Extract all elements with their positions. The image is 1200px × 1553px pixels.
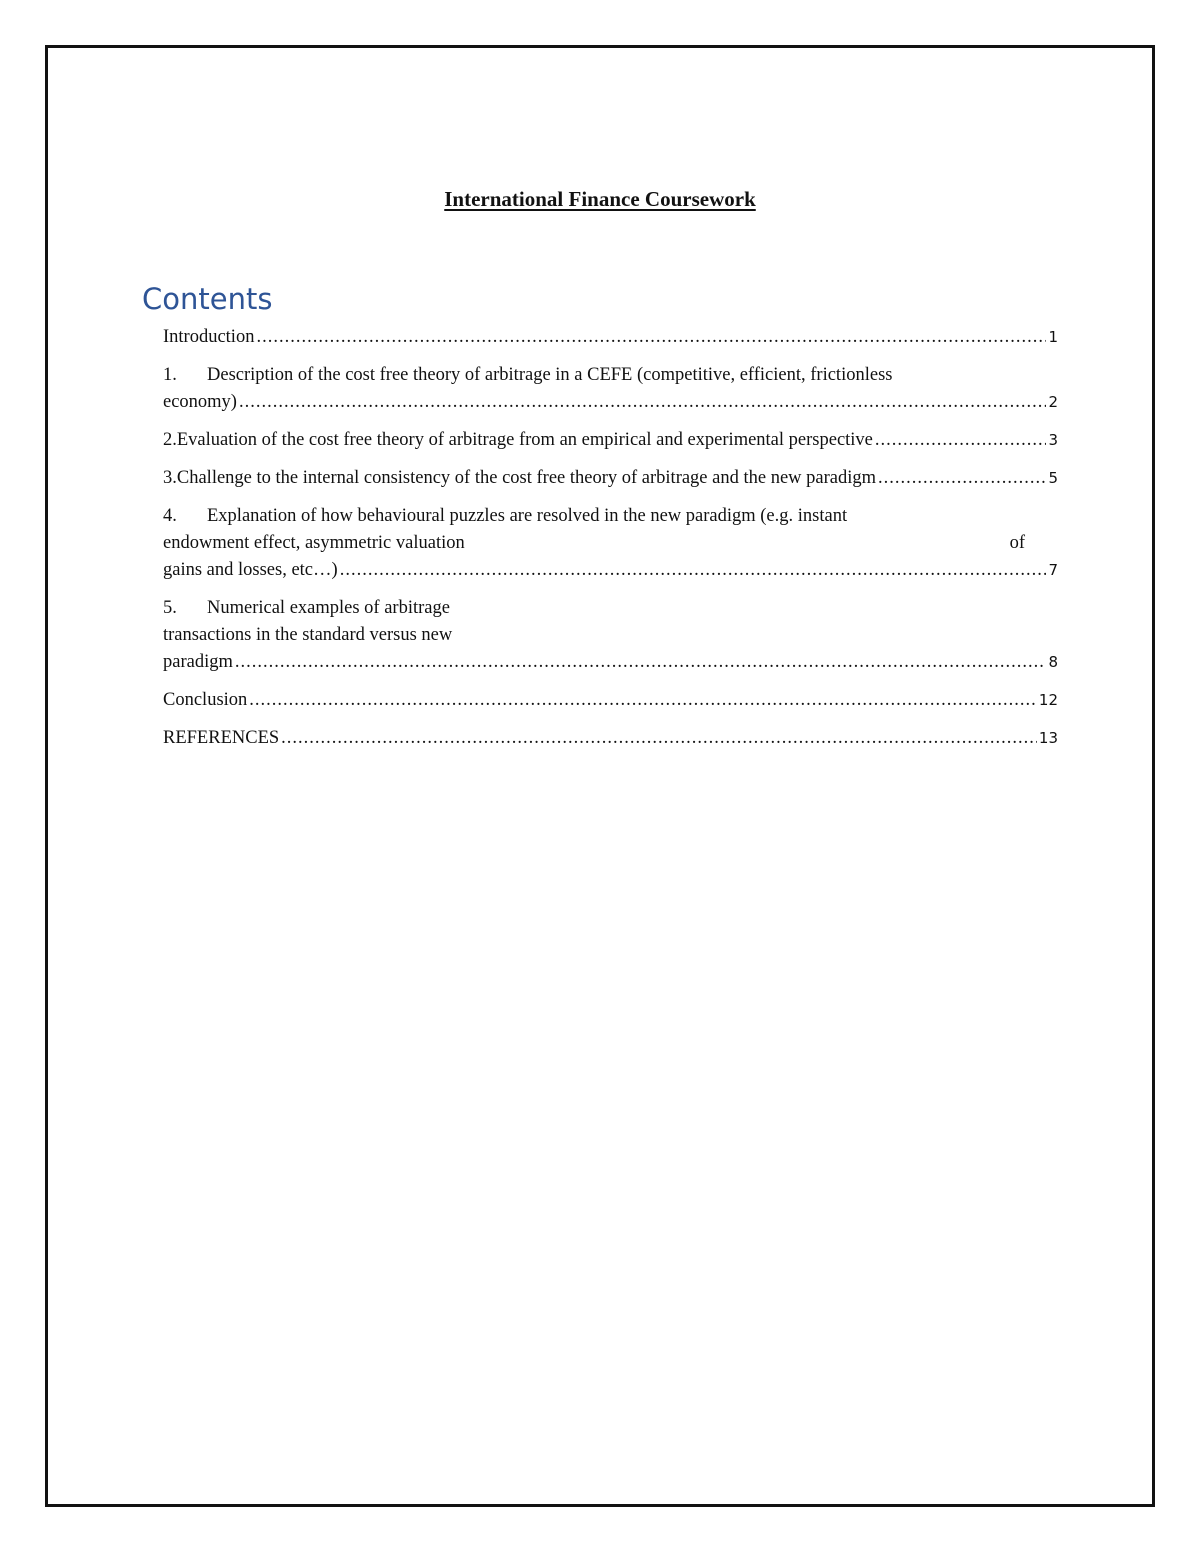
contents-heading: Contents <box>142 282 273 316</box>
document-title: International Finance Coursework <box>444 187 756 211</box>
toc-page-number: 7 <box>1048 561 1058 579</box>
toc-entry-references[interactable] <box>163 725 1058 752</box>
toc-label-continued: of <box>1009 533 1025 553</box>
toc-label: Evaluation of the cost free theory of arbitrage from an empirical and experimental perspective <box>176 430 873 450</box>
toc-page-number: 5 <box>1048 469 1058 487</box>
toc-entry-conclusion[interactable] <box>163 687 1058 714</box>
toc-label: Numerical examples of arbitrage <box>207 598 450 618</box>
toc-label-continued: endowment effect, asymmetric valuation <box>163 533 465 553</box>
toc-label: Description of the cost free theory of arbitrage in a CEFE (competitive, efficient, frictionless <box>207 365 893 385</box>
toc-label: Explanation of how behavioural puzzles are resolved in the new paradigm (e.g. instant <box>207 506 848 526</box>
toc-label-continued: paradigm <box>163 652 233 672</box>
toc-number: 1. <box>163 365 177 385</box>
toc-number: 3. <box>163 468 177 488</box>
toc-entry-1[interactable] <box>163 362 1058 416</box>
toc-label: Challenge to the internal consistency of the cost free theory of arbitrage and the new paradigm <box>176 468 877 488</box>
toc-page-number: 2 <box>1048 393 1058 411</box>
dot-leader <box>235 649 1047 676</box>
toc-entry-2[interactable] <box>163 427 1058 454</box>
toc-label: REFERENCES <box>163 728 280 748</box>
dot-leader <box>875 427 1047 454</box>
toc-entry-4[interactable] <box>163 503 1058 584</box>
toc-entry-5[interactable] <box>163 595 1058 676</box>
table-of-contents <box>163 324 1058 763</box>
toc-label-continued: transactions in the standard versus new <box>163 625 453 645</box>
toc-entry-3[interactable] <box>163 465 1058 492</box>
toc-number: 2. <box>163 430 177 450</box>
toc-page-number: 13 <box>1038 729 1058 747</box>
toc-label-continued: gains and losses, etc…) <box>163 560 338 580</box>
dot-leader <box>878 465 1046 492</box>
dot-leader <box>239 389 1046 416</box>
toc-number: 5. <box>163 598 177 618</box>
toc-page-number: 1 <box>1048 328 1058 346</box>
toc-page-number: 3 <box>1048 431 1058 449</box>
toc-label: Introduction <box>163 327 255 347</box>
dot-leader <box>281 725 1037 752</box>
toc-number: 4. <box>163 506 177 526</box>
dot-leader <box>249 687 1037 714</box>
toc-page-number: 12 <box>1038 691 1058 709</box>
toc-entry-introduction[interactable] <box>163 324 1058 351</box>
toc-label: Conclusion <box>163 690 248 710</box>
dot-leader <box>340 557 1047 584</box>
page-border <box>45 45 1155 1507</box>
dot-leader <box>256 324 1046 351</box>
toc-page-number: 8 <box>1048 653 1058 671</box>
toc-label-continued: economy) <box>163 392 237 412</box>
